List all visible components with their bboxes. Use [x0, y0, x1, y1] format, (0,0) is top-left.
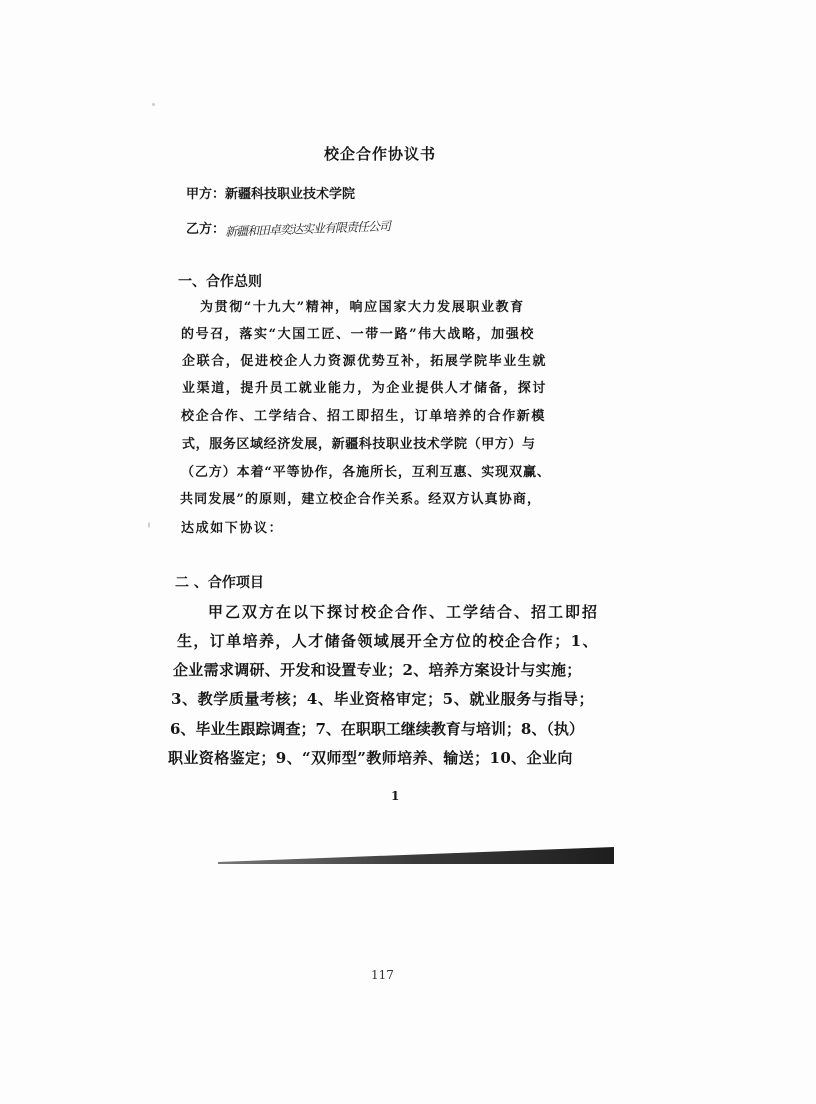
- inner-page-number: 1: [391, 789, 400, 803]
- section-1-line: 共同发展”的原则，建立校企合作关系。经双方认真协商，: [180, 492, 542, 507]
- scan-shadow-edge: [218, 846, 614, 864]
- section-1-line: 为贯彻“十九大”精神，响应国家大力发展职业教育: [200, 300, 525, 315]
- outer-page-number: 117: [371, 968, 394, 982]
- section-2-line: 生，订单培养，人才储备领域展开全方位的校企合作；1、: [177, 632, 599, 650]
- document-title: 校企合作协议书: [323, 145, 436, 163]
- section-2-line: 3、教学质量考核；4、毕业资格审定；5、就业服务与指导；: [171, 690, 595, 708]
- section-1-line: 校企合作、工学结合、招工即招生，订单培养的合作新模: [181, 409, 547, 424]
- scan-speck: [148, 522, 150, 528]
- party-b-label: 乙方：: [186, 222, 226, 237]
- party-b-handwritten-signature: 新疆和田卓奕达实业有限责任公司: [224, 219, 391, 239]
- section-2-line: 甲乙双方在以下探讨校企合作、工学结合、招工即招: [208, 603, 600, 621]
- section-1-line: 达成如下协议：: [181, 521, 284, 536]
- section-1-line: （乙方）本着“平等协作，各施所长，互利互惠、实现双赢、: [181, 465, 551, 480]
- section-2-line: 职业资格鉴定；9、“双师型”教师培养、输送；10、企业向: [168, 749, 573, 767]
- party-a-line: 甲方：新疆科技职业技术学院: [186, 187, 356, 202]
- section-1-line: 业渠道，提升员工就业能力，为企业提供人才储备，探讨: [182, 381, 548, 396]
- party-b-line: [186, 218, 390, 237]
- section-1-heading: 一、合作总则: [178, 274, 262, 290]
- section-2-line: 企业需求调研、开发和设置专业；2、培养方案设计与实施；: [173, 661, 582, 679]
- section-1-line: 的号召，落实“大国工匠、一带一路”伟大战略，加强校: [181, 327, 535, 342]
- section-1-line: 企联合，促进校企人力资源优势互补，拓展学院毕业生就: [182, 354, 548, 369]
- section-1-line: 式，服务区域经济发展，新疆科技职业技术学院（甲方）与: [182, 437, 536, 452]
- section-2-line: 6、毕业生跟踪调查；7、在职职工继续教育与培训；8、（执）: [170, 720, 584, 738]
- section-2-heading: 二 、合作项目: [175, 575, 264, 591]
- scan-speck: [152, 103, 155, 106]
